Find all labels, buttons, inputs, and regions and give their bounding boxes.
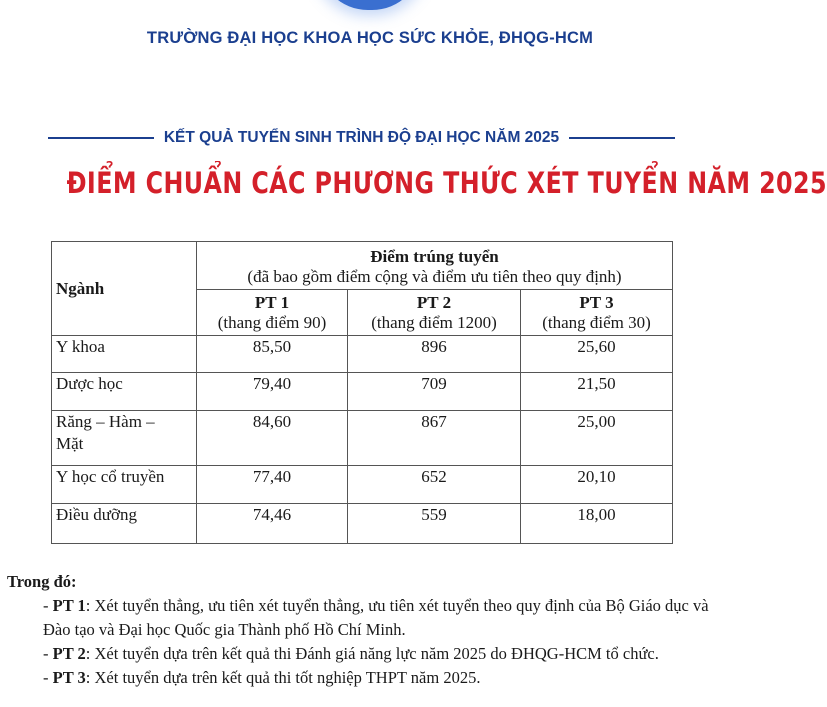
column-header-pt3	[521, 290, 673, 336]
pt2-cell: 709	[348, 373, 521, 411]
note-prefix: -	[43, 644, 53, 663]
table-row	[52, 411, 673, 466]
note-code: PT 3	[52, 668, 86, 687]
method-name: PT 2	[416, 292, 452, 312]
divider-right	[569, 137, 675, 139]
table-row	[52, 336, 673, 373]
pt2-cell: 896	[348, 336, 521, 373]
pt3-cell: 21,50	[521, 373, 673, 411]
note-text: : Xét tuyển dựa trên kết quả thi Đánh giá năng lực năm 2025 do ĐHQG-HCM tổ chức.	[85, 644, 659, 663]
note-item	[7, 666, 733, 690]
pt3-cell: 25,00	[521, 411, 673, 466]
table-header-row	[52, 242, 673, 290]
page-title: ĐIỂM CHUẨN CÁC PHƯƠNG THỨC XÉT TUYỂN NĂM 2025	[66, 166, 827, 200]
method-scale: (thang điểm 30)	[542, 312, 651, 332]
note-item	[7, 594, 733, 642]
note-item	[7, 642, 733, 666]
pt2-cell: 652	[348, 466, 521, 504]
major-cell: Dược học	[52, 373, 197, 411]
table-row	[52, 466, 673, 504]
pt3-cell: 20,10	[521, 466, 673, 504]
major-cell: Y học cổ truyền	[52, 466, 197, 504]
method-scale: (thang điểm 90)	[217, 312, 327, 332]
column-group-header	[197, 242, 673, 290]
school-name: TRƯỜNG ĐẠI HỌC KHOA HỌC SỨC KHỎE, ĐHQG-HCM	[146, 29, 594, 47]
admission-scores-table	[51, 241, 673, 544]
note-text: : Xét tuyển thẳng, ưu tiên xét tuyển thẳng, ưu tiên xét tuyển theo quy định của Bộ Giáo dục và Đào tạo và Đại học Quốc gia Thành phố Hồ Chí Minh.	[43, 596, 709, 639]
major-cell: Điều dưỡng	[52, 504, 197, 544]
pt1-cell: 74,46	[197, 504, 348, 544]
subtitle: KẾT QUẢ TUYỂN SINH TRÌNH ĐỘ ĐẠI HỌC NĂM 2025	[163, 129, 560, 146]
column-header-pt2	[348, 290, 521, 336]
notes-section	[7, 570, 733, 690]
method-name: PT 3	[579, 292, 614, 312]
university-logo	[318, 0, 422, 10]
note-prefix: -	[43, 596, 53, 615]
pt3-cell: 25,60	[521, 336, 673, 373]
method-name: PT 1	[254, 292, 290, 312]
divider-left	[48, 137, 154, 139]
notes-heading: Trong đó:	[7, 572, 77, 591]
major-cell: Răng – Hàm – Mặt	[52, 411, 197, 466]
pt1-cell: 85,50	[197, 336, 348, 373]
pt1-cell: 77,40	[197, 466, 348, 504]
method-scale: (thang điểm 1200)	[371, 312, 497, 332]
column-header-major: Ngành	[52, 242, 197, 336]
pt3-cell: 18,00	[521, 504, 673, 544]
note-code: PT 1	[52, 596, 86, 615]
column-header-pt1	[197, 290, 348, 336]
group-title: Điểm trúng tuyển	[370, 246, 499, 266]
pt1-cell: 84,60	[197, 411, 348, 466]
subtitle-row	[48, 128, 675, 148]
note-text: : Xét tuyển dựa trên kết quả thi tốt nghiệp THPT năm 2025.	[85, 668, 481, 687]
note-prefix: -	[43, 668, 53, 687]
major-cell: Y khoa	[52, 336, 197, 373]
pt2-cell: 867	[348, 411, 521, 466]
group-note: (đã bao gồm điểm cộng và điểm ưu tiên theo quy định)	[247, 266, 622, 286]
table-row	[52, 504, 673, 544]
note-code: PT 2	[52, 644, 86, 663]
table-row	[52, 373, 673, 411]
pt2-cell: 559	[348, 504, 521, 544]
pt1-cell: 79,40	[197, 373, 348, 411]
